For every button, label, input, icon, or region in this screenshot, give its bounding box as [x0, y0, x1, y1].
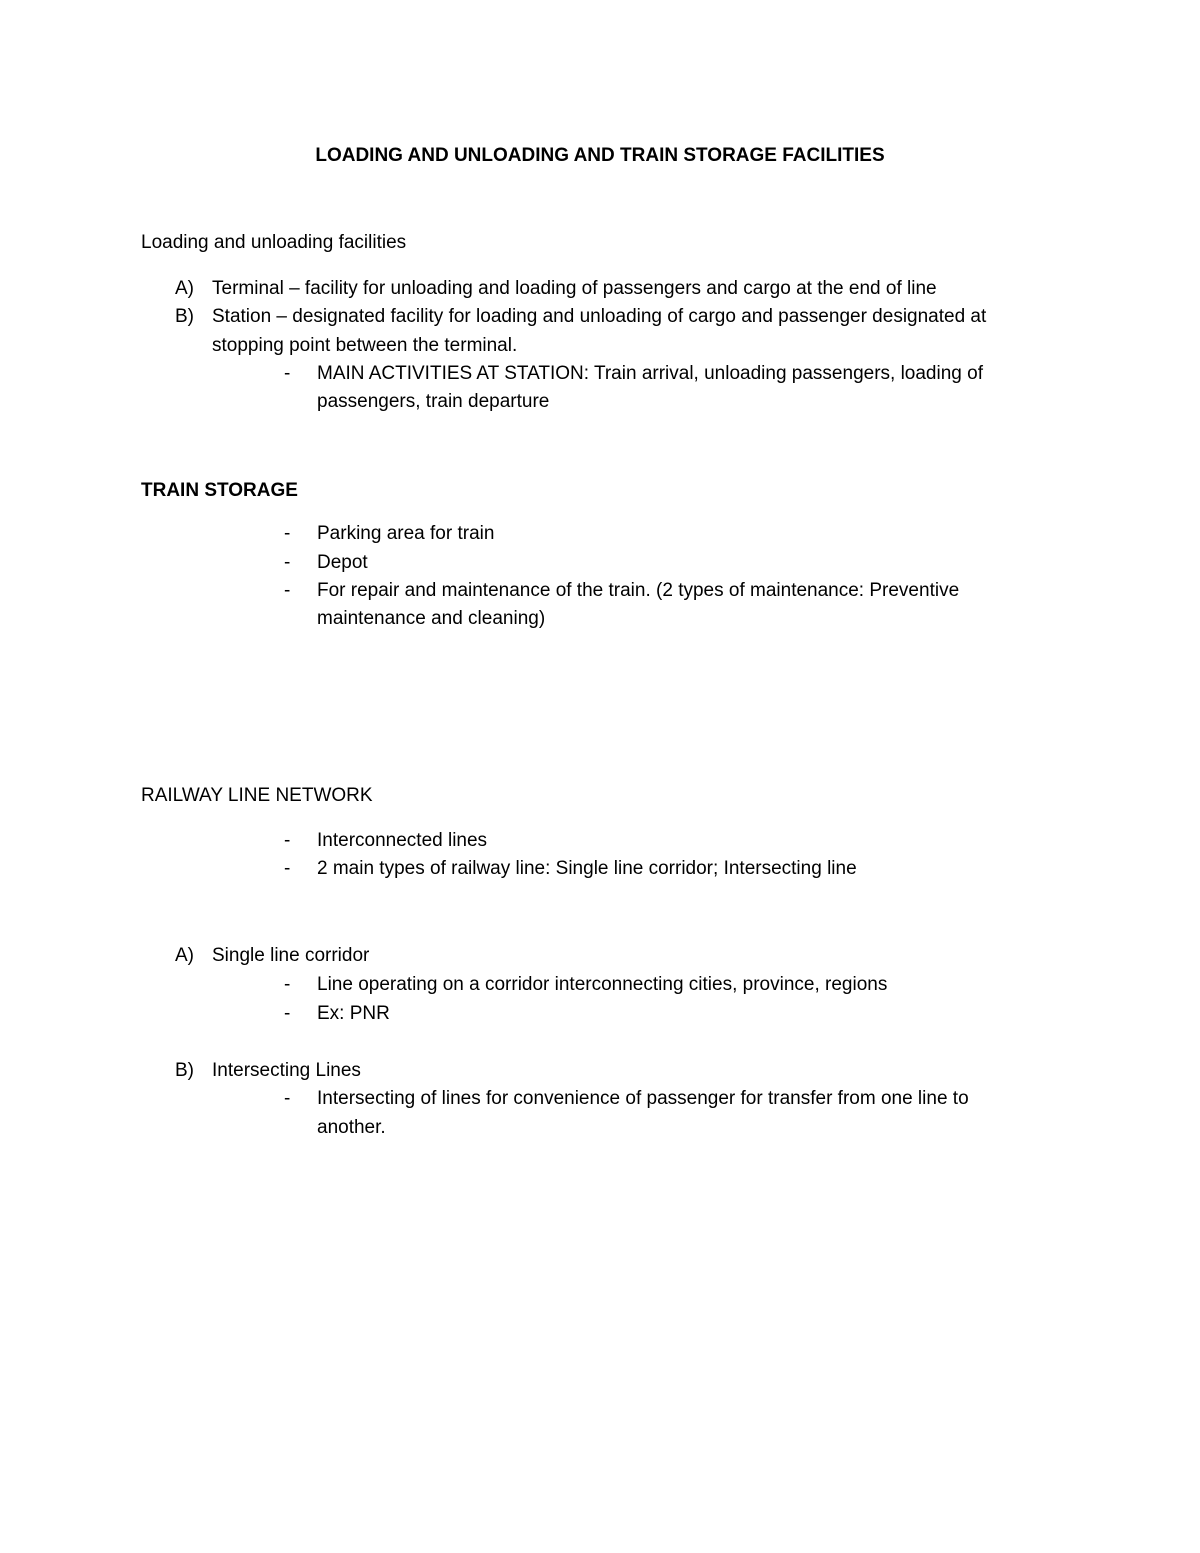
station-definition-line1: Station – designated facility for loading and unloading of cargo and passenger designated at [212, 306, 987, 327]
bullet-dash: - [284, 552, 291, 573]
station-definition-line2: stopping point between the terminal. [212, 335, 518, 356]
bullet-dash: - [284, 1088, 291, 1109]
bullet-dash: - [284, 858, 291, 879]
network-item-types: 2 main types of railway line: Single line corridor; Intersecting line [317, 858, 857, 879]
storage-item-repair-line1: For repair and maintenance of the train. (2 types of maintenance: Preventive [317, 580, 960, 601]
network-item-interconnected: Interconnected lines [317, 830, 488, 851]
list-label-b: B) [175, 306, 194, 327]
intersecting-item-line1: Intersecting of lines for convenience of passenger for transfer from one line to [317, 1088, 969, 1109]
bullet-dash: - [284, 830, 291, 851]
railway-network-heading: RAILWAY LINE NETWORK [141, 785, 373, 806]
train-storage-heading: TRAIN STORAGE [141, 480, 298, 501]
list-label-b: B) [175, 1060, 194, 1081]
bullet-dash: - [284, 580, 291, 601]
single-line-corridor-heading: Single line corridor [212, 945, 370, 966]
corridor-item-example: Ex: PNR [317, 1003, 390, 1024]
bullet-dash: - [284, 523, 291, 544]
storage-item-depot: Depot [317, 552, 368, 573]
list-label-a: A) [175, 278, 194, 299]
station-activities-line2: passengers, train departure [317, 391, 550, 412]
bullet-dash: - [284, 974, 291, 995]
station-activities-line1: MAIN ACTIVITIES AT STATION: Train arrival, unloading passengers, loading of [317, 363, 983, 384]
bullet-dash: - [284, 1003, 291, 1024]
loading-facilities-heading: Loading and unloading facilities [141, 232, 407, 253]
document-title: LOADING AND UNLOADING AND TRAIN STORAGE FACILITIES [315, 145, 885, 166]
storage-item-repair-line2: maintenance and cleaning) [317, 608, 546, 629]
bullet-dash: - [284, 363, 291, 384]
intersecting-item-line2: another. [317, 1117, 386, 1138]
terminal-definition: Terminal – facility for unloading and loading of passengers and cargo at the end of line [212, 278, 937, 299]
list-label-a: A) [175, 945, 194, 966]
intersecting-lines-heading: Intersecting Lines [212, 1060, 361, 1081]
corridor-item-description: Line operating on a corridor interconnecting cities, province, regions [317, 974, 888, 995]
storage-item-parking: Parking area for train [317, 523, 495, 544]
